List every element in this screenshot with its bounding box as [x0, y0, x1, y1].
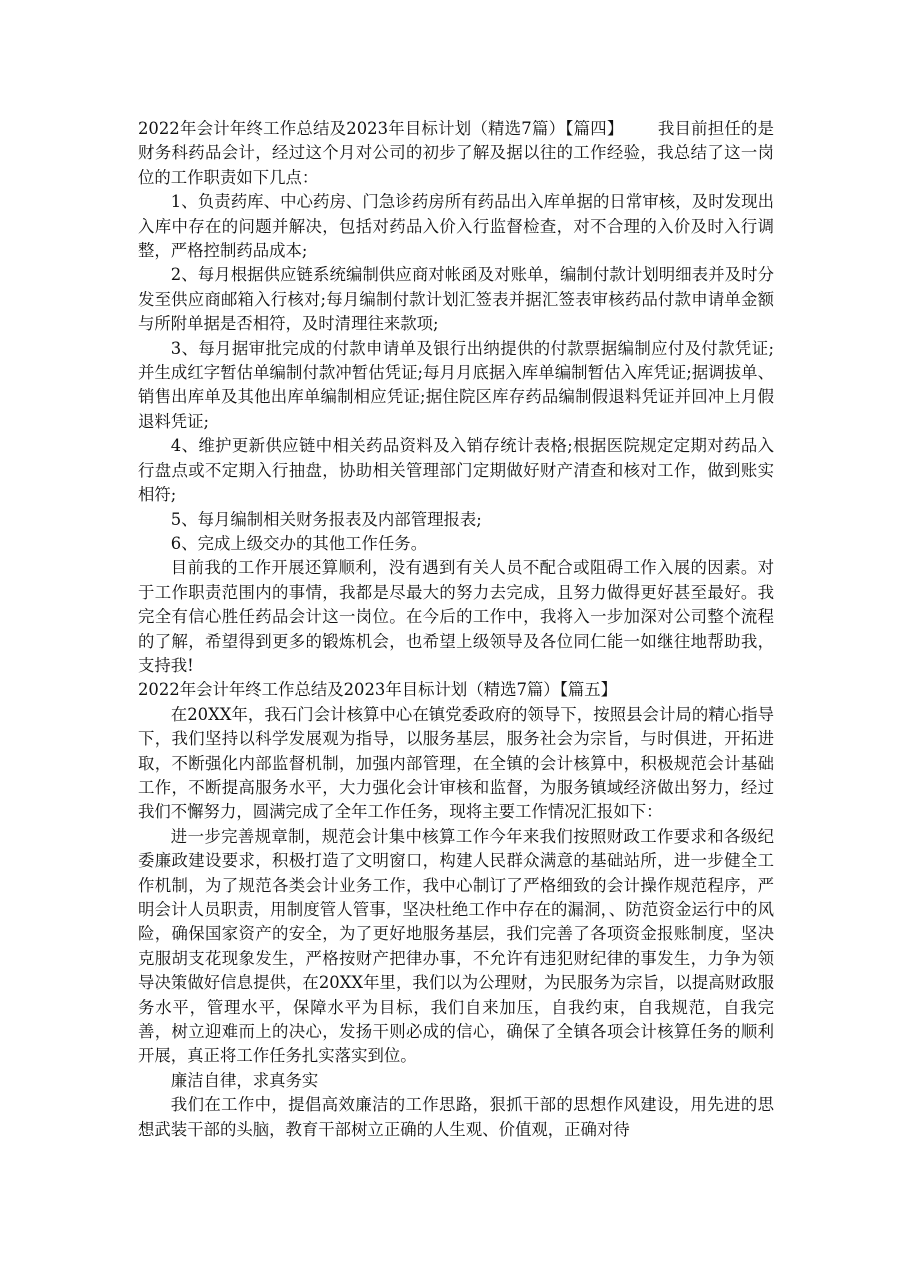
- section-five-title: 2022年会计年终工作总结及2023年目标计划（精选7篇）【篇五】: [138, 680, 618, 700]
- section-five-paragraph-1: 在20XX年，我石门会计核算中心在镇党委政府的领导下，按照县会计局的精心指导下，我们坚持以科学发展观为指导，以服务基层，服务社会为宗旨，与时俱进，开拓进取，不断强化内部监督机制，加强内部管理，在全镇的会计核算中，积极规范会计基础工作，不断提高服务水平，大力强化会计审核和监督，为服务镇域经济做出努力，经过我们不懈努力，圆满完成了全年工作任务，现将主要工作情况汇报如下：: [138, 704, 774, 822]
- section-four-intro: 我目前担任的是财务科药品会计，经过这个月对公司的初步了解及据以往的工作经验，我总结了这一岗位的工作职责如下几点：: [138, 119, 775, 187]
- duty-item-3: 3、每月据审批完成的付款申请单及银行出纳提供的付款票据编制应付及付款凭证;并生成红字暂估单编制付款冲暂估凭证;每月月底据入库单编制暂估入库凭证;据调拔单、销售出库单及其他出库单编制相应凭证;据住院区库存药品编制假退料凭证并回冲上月假退料凭证;: [138, 338, 774, 431]
- section-four-closing: 目前我的工作开展还算顺利，没有遇到有关人员不配合或阻碍工作入展的因素。对于工作职责范围内的事情，我都是尽最大的努力去完成，且努力做得更好甚至最好。我完全有信心胜任药品会计这一岗位。在今后的工作中，我将入一步加深对公司整个流程的了解，希望得到更多的锻炼机会，也希望上级领导及各位同仁能一如继往地帮助我，支持我!: [138, 558, 774, 675]
- article-section-four: [138, 117, 774, 190]
- duty-item-2: 2、每月根据供应链系统编制供应商对帐函及对账单，编制付款计划明细表并及时分发至供应商邮箱入行核对;每月编制付款计划汇签表并据汇签表审核药品付款申请单金额与所附单据是否相符，及时清理往来款项;: [138, 265, 774, 334]
- document-page: [138, 117, 774, 1142]
- duty-item-4: 4、维护更新供应链中相关药品资料及入销存统计表格;根据医院规定定期对药品入行盘点或不定期入行抽盘，协助相关管理部门定期做好财产清查和核对工作，做到账实相符;: [138, 436, 774, 505]
- duty-item-1: 1、负责药库、中心药房、门急诊药房所有药品出入库单据的日常审核，及时发现出入库中存在的问题并解决，包括对药品入价入行监督检查，对不合理的入价及时入行调整，严格控制药品成本;: [138, 192, 774, 261]
- section-five-paragraph-3: 我们在工作中，提倡高效廉洁的工作思路，狠抓干部的思想作风建设，用先进的思想武装干部的头脑，教育干部树立正确的人生观、价值观，正确对待: [138, 1095, 774, 1139]
- duty-item-5: 5、每月编制相关财务报表及内部管理报表;: [170, 509, 482, 529]
- section-five-subheading: 廉洁自律，求真务实: [170, 1070, 319, 1090]
- section-five-paragraph-2: 进一步完善规章制，规范会计集中核算工作今年来我们按照财政工作要求和各级纪委廉政建设要求，积极打造了文明窗口，构建人民群众满意的基础站所，进一步健全工作机制，为了规范各类会计业务工作，我中心制订了严格细致的会计操作规范程序，严明会计人员职责，用制度管人管事，坚决杜绝工作中存在的漏洞，、防范资金运行中的风险，确保国家资产的安全，为了更好地服务基层，我们完善了各项资金报账制度，坚决克服胡支花现象发生，严格按财产把律办事，不允许有违犯财纪律的事发生，力争为领导决策做好信息提供，在20XX年里，我们以为公理财，为民服务为宗旨，以提高财政服务水平，管理水平，保障水平为目标，我们自来加压，自我约束，自我规范，自我完善，树立迎难而上的决心，发扬干则必成的信心，确保了全镇各项会计核算任务的顺利开展，真正将工作任务扎实落实到位。: [138, 826, 774, 1066]
- duty-item-6: 6、完成上级交办的其他工作任务。: [170, 533, 428, 553]
- section-four-title: 2022年会计年终工作总结及2023年目标计划（精选7篇）【篇四】: [138, 119, 624, 138]
